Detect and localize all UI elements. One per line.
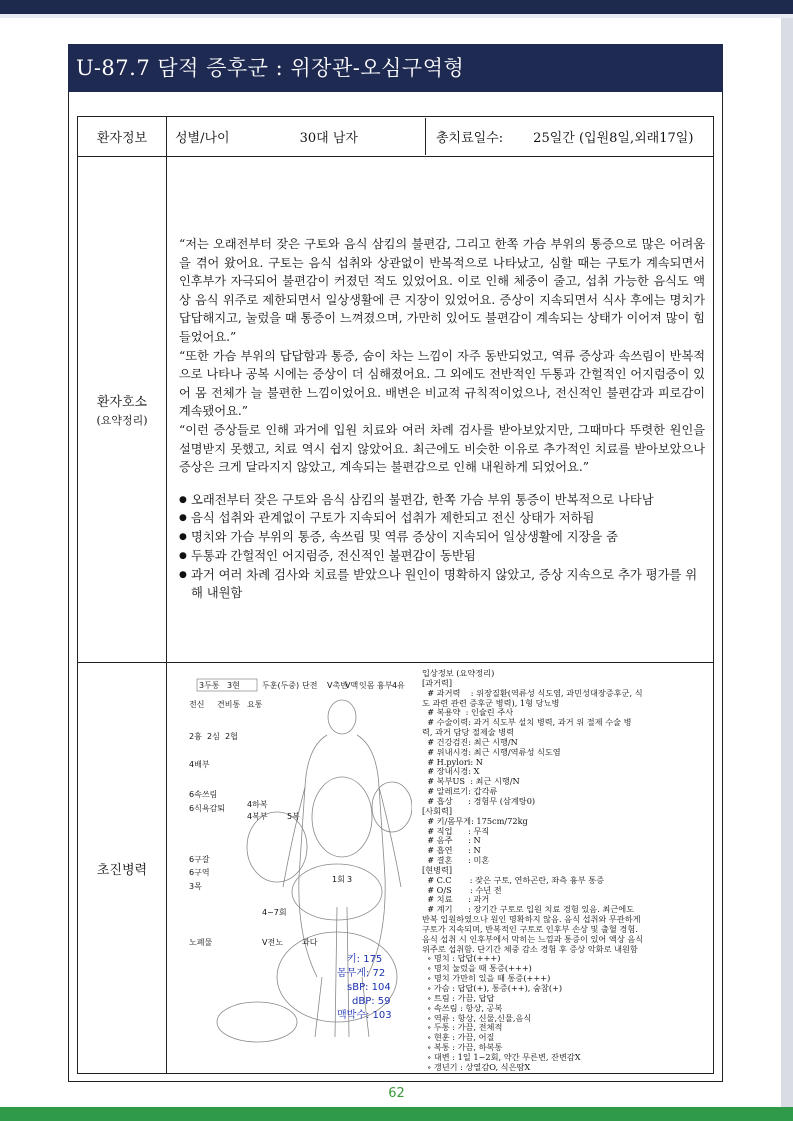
note-line: 구토가 지속되며, 반복적인 구토로 인후부 손상 및 출혈 경험. — [422, 923, 638, 934]
top-divider — [0, 14, 793, 18]
note-line: # 음주 : N — [422, 835, 481, 846]
figure-label: 4배부 — [189, 760, 210, 769]
figure-label: 2협 — [225, 732, 238, 741]
note-line: # 키/몸무게: 175cm/72kg — [422, 815, 528, 826]
note-line: # 치료 : 과거 — [422, 894, 490, 905]
complaint-label: 환자호소 — [96, 395, 148, 410]
figure-label: 전신 — [189, 700, 205, 709]
pulse-value: 맥박수: 103 — [337, 1010, 392, 1021]
note-line: 입상정보 (요약정리) — [422, 668, 495, 678]
note-line: # 직업 : 무직 — [422, 825, 490, 836]
note-line: 반복 입원하였으나 원인 명확하지 않음. 음식 섭취와 무관하게 — [422, 914, 641, 925]
figure-label: 3현 — [227, 681, 240, 690]
weight-value: 몸무게: 72 — [337, 968, 386, 979]
figure-label: 과다 — [302, 938, 318, 947]
note-line: 도 과련 관련 증후군 병력), 1형 당뇨병 — [422, 697, 560, 708]
list-item: ● 명치와 가슴 부위의 통증, 속쓰림 및 역류 증상이 지속되어 일상생활에 지장을 줌 — [179, 528, 705, 547]
list-item: ● 음식 섭취와 관계없이 구토가 지속되어 섭취가 제한되고 전신 상태가 저하됨 — [179, 509, 705, 528]
note-line: [과거력] — [422, 677, 453, 688]
patient-info-row — [78, 117, 714, 157]
height-value: 키: 175 — [347, 954, 383, 965]
figure-label: 4하복 — [247, 800, 268, 809]
figure-label: V맥 — [345, 681, 359, 690]
figure-label: 잇몸 — [359, 681, 375, 690]
top-bar — [0, 0, 793, 14]
note-line: # 장내시경: X — [422, 766, 480, 777]
note-line: ∘ 갱년기 : 상열감O, 식은땀X — [422, 1061, 531, 1072]
note-line: # C.C : 잦은 구토, 연하곤란, 좌측 흉부 통증 — [422, 874, 605, 885]
figure-label: 단전 — [302, 681, 318, 690]
complaint-summary-list — [179, 491, 705, 603]
note-line: # O/S : 수년 전 — [422, 884, 502, 895]
note-line: ∘ 역류 : 항상, 신물,신물,음식 — [422, 1012, 532, 1023]
sex-age-value: 30대 남자 — [299, 131, 358, 146]
exam-label: 초진병력 — [78, 663, 167, 1074]
note-line: # 계기 : 장기간 구토로 입원 치료 경험 있음. 최근에도 — [422, 904, 635, 915]
list-item: ● 오래전부터 잦은 구토와 음식 삼킴의 불편감, 한쪽 가슴 부위 통증이 반복적으로 나타남 — [179, 491, 705, 510]
sex-age-label: 성별/나이 — [175, 131, 230, 146]
figure-label: 2흉 — [189, 732, 202, 741]
exam-row — [78, 663, 714, 1074]
list-item: ● 두통과 간헐적인 어지럼증, 전신적인 불편감이 동반됨 — [179, 547, 705, 566]
note-line: ∘ 현훈 : 가끔, 어질 — [422, 1032, 495, 1043]
note-line: # 수술이력: 과거 식도부 설치 병력, 과거 위 절제 수술 병 — [422, 717, 632, 728]
figure-label: 2심 — [207, 732, 220, 741]
complaint-label-cell — [78, 157, 167, 663]
note-line: 음식 섭취 시 인후부에서 막히는 느낌과 통증이 있어 액상 음식 — [422, 933, 644, 944]
note-line: [사회력] — [422, 805, 453, 816]
page-number: 62 — [388, 1086, 405, 1101]
dbp-value: dBP: 59 — [352, 996, 391, 1007]
page-title: U-87.7 담적 증후군 : 위장관-오심구역형 — [68, 44, 723, 92]
figure-label: 3 — [347, 875, 353, 884]
note-line: [현병력] — [422, 864, 453, 875]
note-line: # 복부US : 최근 시행/N — [422, 776, 520, 787]
complaint-body — [167, 157, 714, 663]
patient-info-label: 환자정보 — [78, 117, 167, 157]
complaint-row — [78, 157, 714, 663]
treatment-days-value: 25일간 (입원8일,외래17일) — [533, 131, 694, 146]
figure-label: 1회 — [332, 875, 345, 884]
figure-label: 요통 — [247, 700, 263, 709]
figure-label: 견비통 — [217, 700, 241, 709]
figure-label: 6속쓰림 — [189, 790, 218, 799]
figure-label: 6구역 — [189, 868, 210, 877]
figure-label: 두훈(두중) — [262, 681, 300, 690]
note-line: 위주로 섭취함. 단기간 체중 감소 경험 후 증상 악화로 내원함 — [422, 943, 638, 954]
figure-label: 3두통 — [199, 681, 220, 690]
figure-label: V전노 — [262, 938, 283, 947]
note-line: ∘ 가슴 : 답답(+), 통증(++), 숨참(+) — [422, 983, 563, 993]
figure-label: 4복부 — [247, 812, 268, 821]
note-line: # 과거력 : 위장질환(역류성 식도염, 과민성대장증후군, 식 — [422, 687, 643, 698]
list-item: ● 과거 여러 차례 검사와 치료를 받았으나 원인이 명확하지 않았고, 증상 지속으로 추가 평가를 위해 내원함 — [179, 566, 705, 603]
note-line: # 알레르기: 갑각류 — [422, 786, 498, 797]
note-line: # 흡연 : N — [422, 845, 481, 856]
note-line: ∘ 속쓰림 : 항상, 공복 — [422, 1002, 503, 1013]
note-line: ∘ 명치 가만히 있을 때 통증(+++) — [422, 973, 551, 984]
exam-body — [167, 663, 714, 1074]
figure-label: 4유 — [392, 681, 405, 690]
note-line: ∘ 명치 : 답답(+++) — [422, 953, 501, 964]
figure-label: 흉부 — [377, 681, 393, 690]
page-edge-strip — [781, 18, 793, 1108]
complaint-paragraph: “저는 오래전부터 잦은 구토와 음식 삼킴의 불편감, 그리고 한쪽 가슴 부위의 통증으로 많은 어려움을 겪어 왔어요. 구토는 음식 섭취와 상관없이 반복적으로 나타났고, 심할 때는 구토가 계속되면서 인후부가 자극되어 불편감이 커졌던 적도 있었어요. 이로 인해 체중이 줄고, 섭취 가능한 음식도 액상 음식 위주로 제한되면서 일상생활에 큰 지장이 있었어요. 증상이 지속되면서 식사 후에는 명치가 답답해지고, 눌렀을 때 통증이 느껴졌으며, 가만히 있어도 불편감이 계속되는 상태가 이어져 많이 힘들었어요.” — [179, 237, 705, 344]
note-line: # 복용약 : 인슐린 주사 — [422, 707, 514, 718]
note-line: # 건강검진: 최근 시행/N — [422, 736, 518, 747]
figure-label: 6식욕감퇴 — [189, 804, 226, 813]
note-line: # H.pylori: N — [422, 756, 483, 767]
case-table — [77, 116, 714, 1074]
note-line: ∘ 복통 : 가끔, 하복통 — [422, 1042, 503, 1053]
note-line: ∘ 두통 : 가끔, 전체적 — [422, 1022, 503, 1033]
figure-label: 4~7회 — [262, 908, 287, 917]
complaint-sub-label: (요약정리) — [96, 414, 148, 427]
note-line: ∘ 트림 : 가끔, 답답 — [422, 992, 495, 1003]
note-line: # 흡상 : 경험무 (삼계탕0) — [422, 795, 536, 806]
figure-label: 노폐물 — [189, 938, 213, 947]
figure-label: V촉반 — [327, 681, 348, 690]
sbp-value: sBP: 104 — [347, 982, 391, 993]
note-line: # 위내시경: 최근 시행/역류성 식도염 — [422, 746, 561, 757]
note-line: 력, 과거 담당 절제술 병력 — [422, 727, 515, 738]
complaint-paragraph: “이런 증상들로 인해 과거에 입원 치료와 여러 차례 검사를 받아보았지만, 그때마다 뚜렷한 원인을 설명받지 못했고, 치료 역시 쉽지 않았어요. 최근에도 비슷한 이유로 추가적인 치료를 받아보았으나 증상은 크게 달라지지 않았고, 계속되는 불편감으로 인해 내원하게 되었어요.” — [179, 422, 705, 475]
note-line: ∘ 대변 : 1일 1~2회, 약간 무른변, 잔변감X — [422, 1051, 581, 1062]
body-chart-figure — [187, 677, 412, 1047]
figure-label: 5복 — [287, 812, 300, 821]
intake-notes — [422, 669, 712, 1073]
bottom-bar — [0, 1107, 793, 1121]
treatment-days-label: 총치료일수: — [436, 131, 504, 146]
figure-label: 6구갈 — [189, 855, 210, 864]
note-line: ∘ 명치 눌렀을 때 통증(+++) — [422, 963, 532, 974]
figure-label: 3목 — [189, 882, 202, 891]
note-line: # 결혼 : 미혼 — [422, 855, 490, 866]
complaint-paragraph: “또한 가슴 부위의 답답함과 통증, 숨이 차는 느낌이 자주 동반되었고, 역류 증상과 속쓰림이 반복적으로 나타나 공복 시에는 증상이 더 심해졌어요. 그 외에도 전반적인 두통과 간헐적인 어지럼증이 있어 몸 전체가 늘 불편한 느낌이었어요. 배변은 비교적 규칙적이었으나, 전신적인 불편감과 피로감이 계속됐어요.” — [179, 348, 705, 419]
